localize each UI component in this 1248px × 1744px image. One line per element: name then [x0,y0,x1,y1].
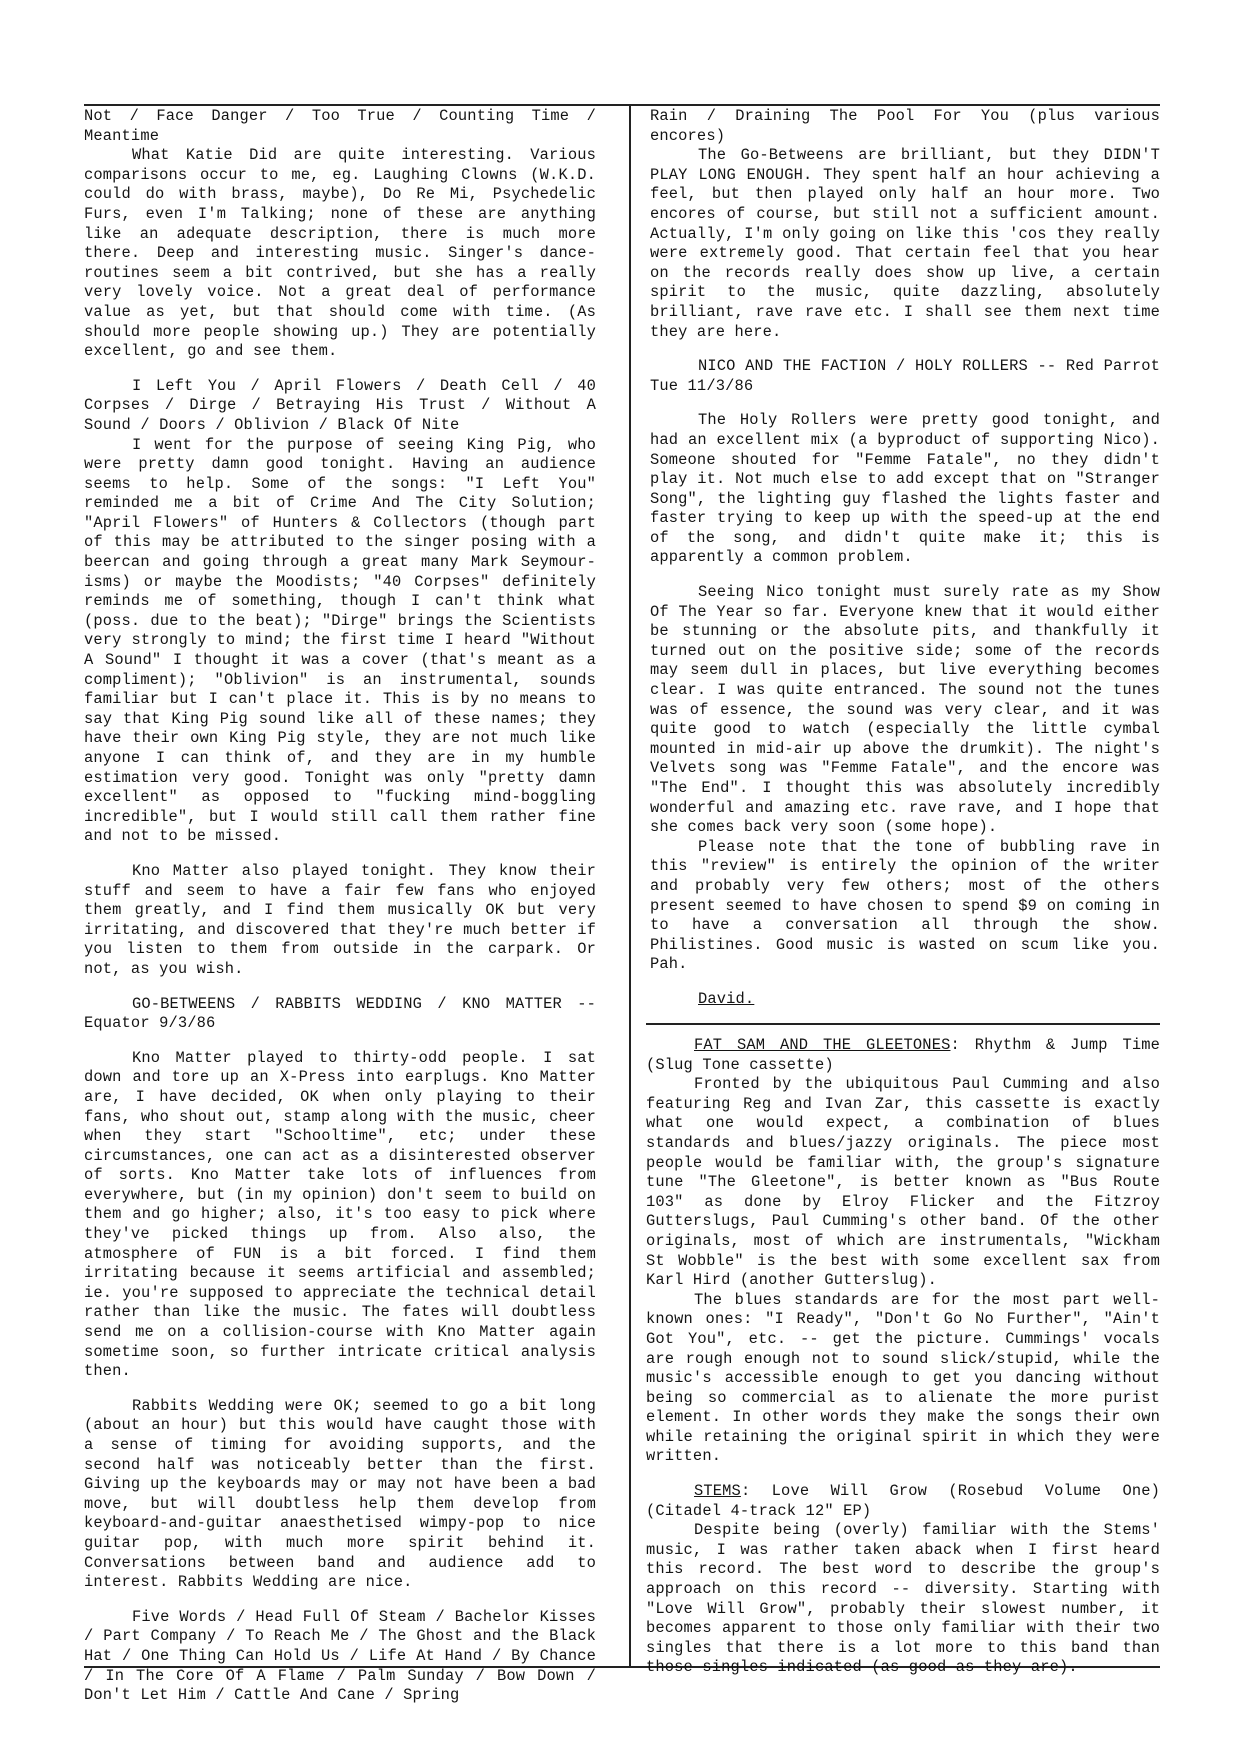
review-fat-sam-subtitle: : Rhythm & Jump Time (Slug Tone cassette) [646,1036,1160,1074]
left-column [84,107,596,1706]
right-column [650,107,1160,1010]
paragraph-king-pig: I went for the purpose of seeing King Pig, who were pretty damn good tonight. Having an audience seems to help. Some of the songs: "I Left You" reminded me a bit of Crime And The City Solution; "April Flowers" of Hunters & Collectors (though part of this may be attributed to the singer posing with a beercan and going through a great many Mark Seymour-isms) or maybe the Moodists; "40 Corpses" definitely reminds me of something, though I can't think what (poss. due to the beat); "Dirge" brings the Scientists very strongly to mind; the first time I heard "Without A Sound" I thought it was a cover (that's meant as a compliment); "Oblivion" is an instrumental, sounds familiar but I can't place it. This is by no means to say that King Pig sound like all of these names; they have their own King Pig style, they are not much like anyone I can think of, and they are in my humble estimation very good. Tonight was only "pretty damn excellent" as opposed to "fucking mind-boggling incredible", but I would still call them rather fine and not to be missed. [84,435,596,846]
heading-nico: NICO AND THE FACTION / HOLY ROLLERS -- Red Parrot Tue 11/3/86 [650,357,1160,395]
top-rule [84,104,1160,106]
setlist-what-katie-did-end: Not / Face Danger / Too True / Counting Time / Meantime [84,107,596,145]
setlist-king-pig: I Left You / April Flowers / Death Cell / 40 Corpses / Dirge / Betraying His Trust / Without A Sound / Doors / Oblivion / Black Of Nite [84,376,596,434]
paragraph-what-katie-did: What Katie Did are quite interesting. Various comparisons occur to me, eg. Laughing Clowns (W.K.D. could do with brass, maybe), Do Re Mi, Psychedelic Furs, even I'm Talking; none of these are anything like an adequate description, there is much more there. Deep and interesting music. Singer's dance-routines seem a bit contrived, but she has a really very lovely voice. Not a great deal of performance value as yet, but that should come with time. (As should more people showing up.) They are potentially excellent, go and see them. [84,146,596,361]
review-fat-sam-title: FAT SAM AND THE GLEETONES [694,1036,951,1054]
review-section [646,1036,1160,1678]
column-divider [629,104,631,1666]
paragraph-nico: Seeing Nico tonight must surely rate as my Show Of The Year so far. Everyone knew that it would either be stunning or the absolute pits, and thankfully it turned out on the positive side; some of the records may seem dull in places, but live everything becomes clear. I was quite entranced. The sound not the tunes was of essence, the sound was very clear, and it was quite good to watch (especially the little cymbal mounted in mid-air up above the drumkit). The night's Velvets song was "Femme Fatale", and the encore was "The End". I thought this was absolutely incredibly wonderful and amazing etc. rave rave, and I hope that she comes back very soon (some hope). [650,583,1160,837]
review-fat-sam-paragraph-1: Fronted by the ubiquitous Paul Cumming and also featuring Reg and Ivan Zar, this cassette is exactly what one would expect, a combination of blues standards and blues/jazzy originals. The piece most people would be familiar with, the group's signature tune "The Gleetone", is better known as "Bus Route 103" as done by Elroy Flicker and the Fitzroy Gutterslugs, Paul Cumming's other band. Of the other originals, most of which are instrumentals, "Wickham St Wobble" is the best with some excellent sax from Karl Hird (another Gutterslug). [646,1075,1160,1290]
review-stems-heading [646,1482,1160,1521]
review-fat-sam-paragraph-2: The blues standards are for the most part well-known ones: "I Ready", "Don't Go No Further", "Ain't Got You", etc. -- get the picture. Cummings' vocals are rough enough not to sound slick/stupid, while the music's accessible enough to get you dancing without being so commercial as to alienate the more purist element. In other words they make the songs their own while retaining the original spirit in which they were written. [646,1290,1160,1466]
paragraph-holy-rollers: The Holy Rollers were pretty good tonight, and had an excellent mix (a byproduct of supporting Nico). Someone shouted for "Femme Fatale", no they didn't play it. Not much else to add except that on "Stranger Song", the lighting guy flashed the lights faster and faster trying to keep up with the speed-up at the end of the song, and didn't quite make it; this is apparently a common problem. [650,411,1160,567]
heading-go-betweens: GO-BETWEENS / RABBITS WEDDING / KNO MATTER -- Equator 9/3/86 [84,994,596,1033]
signature-name: David. [698,989,755,1008]
review-stems-paragraph: Despite being (overly) familiar with the Stems' music, I was rather taken aback when I first heard this record. The best word to describe the group's approach on this record -- diversity. Starting with "Love Will Grow", probably their slowest number, it becomes apparent to those only familiar with their two singles that there is a lot more to this band than those singles indicated (as good as they are). [646,1521,1160,1677]
review-stems-subtitle: : Love Will Grow (Rosebud Volume One) (Citadel 4-track 12" EP) [646,1482,1160,1520]
paragraph-note: Please note that the tone of bubbling rave in this "review" is entirely the opinion of the writer and probably very few others; most of the others present seemed to have chosen to spend $9 on coming in to have a conversation all through the show. Philistines. Good music is wasted on scum like you. Pah. [650,837,1160,974]
review-fat-sam-heading [646,1036,1160,1075]
paragraph-kno-matter-1: Kno Matter also played tonight. They know their stuff and seem to have a fair few fans who enjoyed them greatly, and I find them musically OK but very irritating, and discovered that they're much better if you listen to them from outside in the carpark. Or not, as you wish. [84,861,596,978]
paragraph-kno-matter-2: Kno Matter played to thirty-odd people. I sat down and tore up an X-Press into earplugs. Kno Matter are, I have decided, OK when only playing to their fans, who shout out, stamp along with the music, cheer when they start "Schooltime", etc; under these circumstances, one can act as a disinterested observer of sorts. Kno Matter take lots of influences from everywhere, but (in my opinion) don't seem to build on them and go higher; also, it's too easy to pick where they've picked things up from. Also also, the atmosphere of FUN is a bit forced. I find them irritating because it seems artificial and assembled; ie. you're supposed to appreciate the technical detail rather than like the music. The fates will doubtless send me on a collision-course with Kno Matter again sometime soon, so further intricate critical analysis then. [84,1048,596,1381]
signature [650,990,1160,1010]
section-divider [646,1023,1160,1025]
paragraph-rabbits-wedding: Rabbits Wedding were OK; seemed to go a bit long (about an hour) but this would have caught those with a sense of timing for avoiding supports, and the second half was noticeably better than the first. Giving up the keyboards may or may not have been a bad move, but will doubtless help them develop from keyboard-and-guitar anaesthetised wimpy-pop to nice guitar pop, with much more spirit behind it. Conversations between band and audience add to interest. Rabbits Wedding are nice. [84,1396,596,1592]
setlist-go-betweens-end: Rain / Draining The Pool For You (plus various encores) [650,107,1160,145]
review-stems-title: STEMS [694,1482,741,1501]
paragraph-go-betweens: The Go-Betweens are brilliant, but they DIDN'T PLAY LONG ENOUGH. They spent half an hour achieving a feel, but then played only half an hour more. Two encores of course, but still not a sufficient amount. Actually, I'm only going on like this 'cos they really were extremely good. That certain feel that you hear on the records really does show up live, a certain spirit to the music, quite dazzling, absolutely brilliant, rave rave etc. I shall see them next time they are here. [650,146,1160,341]
setlist-go-betweens: Five Words / Head Full Of Steam / Bachelor Kisses / Part Company / To Reach Me / The Ghost and the Black Hat / One Thing Can Hold Us / Life At Hand / By Chance / In The Core Of A Flame / Palm Sunday / Bow Down / Don't Let Him / Cattle And Cane / Spring [84,1607,596,1705]
